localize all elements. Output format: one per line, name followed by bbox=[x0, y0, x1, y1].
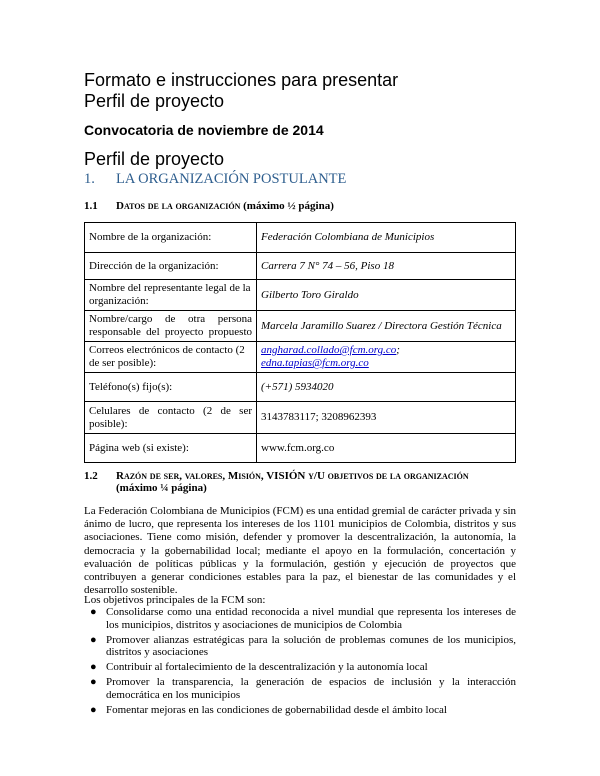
table-row bbox=[85, 223, 516, 253]
objectives-list bbox=[84, 606, 516, 718]
objective-text: Contribuir al fortalecimiento de la descentralización y la autonomía local bbox=[106, 661, 428, 674]
list-item bbox=[84, 704, 516, 717]
objective-text: Consolidarse como una entidad reconocida a nivel mundial que representa los intereses de los municipios, distritos y asociaciones de municipios de Colombia bbox=[106, 606, 516, 631]
heading-1-1-note: (máximo ½ página) bbox=[243, 200, 334, 212]
row-label: Teléfono(s) fijo(s): bbox=[85, 373, 257, 402]
table-row bbox=[85, 342, 516, 373]
row-label: Correos electrónicos de contacto (2 de ser posible): bbox=[85, 342, 257, 373]
row-label: Nombre/cargo de otra persona responsable del proyecto propuesto bbox=[85, 311, 257, 342]
table-row bbox=[85, 373, 516, 402]
row-value: (+571) 5934020 bbox=[257, 373, 516, 402]
row-value: Federación Colombiana de Municipios bbox=[257, 223, 516, 253]
heading-1-1-title: Datos de la organización bbox=[116, 200, 241, 212]
row-label: Nombre de la organización: bbox=[85, 223, 257, 253]
objective-text: Promover la transparencia, la generación de espacios de inclusión y la interacción democrática en los municipios bbox=[106, 675, 516, 701]
organization-description-paragraph: La Federación Colombiana de Municipios (FCM) es una entidad gremial de carácter privada y sin ánimo de lucro, que representa los intereses de los 1101 municipios de Colombia, distritos y sus asociaciones. Tiene como misión, defender y promover la descentralización, la autonomía, la democracia y la gobernabilidad local; mediante el apoyo en la formulación, concertación y evaluación de políticas públicas y la formulación, gestión y ejecución de proyectos que contribuyen a generar condiciones estables para la paz, el bienestar de las comunidades y el desarrollo sostenible. bbox=[84, 505, 516, 597]
heading-1-title: LA ORGANIZACIÓN POSTULANTE bbox=[116, 171, 347, 187]
list-item bbox=[84, 606, 516, 632]
email-separator: ; bbox=[396, 344, 400, 356]
heading-1-2-number: 1.2 bbox=[84, 470, 98, 482]
section-heading: Perfil de proyecto bbox=[84, 149, 225, 169]
bullet-icon: ● bbox=[90, 661, 97, 674]
table-row bbox=[85, 434, 516, 463]
row-value: Carrera 7 N° 74 – 56, Piso 18 bbox=[257, 253, 516, 280]
objectives-intro: Los objetivos principales de la FCM son: bbox=[84, 594, 266, 606]
row-label: Página web (si existe): bbox=[85, 434, 257, 463]
bullet-icon: ● bbox=[90, 606, 97, 618]
bullet-icon: ● bbox=[90, 703, 97, 716]
table-row bbox=[85, 253, 516, 280]
document-title-line-1: Formato e instrucciones para presentar bbox=[84, 70, 399, 90]
heading-1-2-note: (máximo ¼ página) bbox=[116, 482, 207, 494]
objective-text: Promover alianzas estratégicas para la solución de problemas comunes de los municipios, distritos y asociaciones bbox=[106, 633, 516, 659]
heading-1-number: 1. bbox=[84, 171, 95, 187]
row-value bbox=[257, 342, 516, 373]
bullet-icon: ● bbox=[90, 675, 97, 688]
heading-1-1-number: 1.1 bbox=[84, 200, 98, 212]
row-value: 3143783117; 3208962393 bbox=[257, 402, 516, 434]
list-item bbox=[84, 634, 516, 660]
row-value: Gilberto Toro Giraldo bbox=[257, 280, 516, 311]
email-link-2[interactable]: edna.tapias@fcm.org.co bbox=[261, 357, 369, 369]
objective-text: Fomentar mejoras en las condiciones de gobernabilidad desde el ámbito local bbox=[106, 703, 447, 716]
list-item bbox=[84, 676, 516, 702]
row-label: Nombre del representante legal de la organización: bbox=[85, 280, 257, 311]
heading-1-2-title: Razón de ser, valores, Misión, VISIÓN y/U objetivos de la organización bbox=[116, 470, 469, 482]
organization-data-table bbox=[84, 222, 516, 463]
row-label: Dirección de la organización: bbox=[85, 253, 257, 280]
table-row bbox=[85, 311, 516, 342]
table-row bbox=[85, 280, 516, 311]
row-value: www.fcm.org.co bbox=[257, 434, 516, 463]
document-subtitle: Convocatoria de noviembre de 2014 bbox=[84, 122, 324, 138]
table-row bbox=[85, 402, 516, 434]
list-item bbox=[84, 661, 516, 674]
row-label: Celulares de contacto (2 de ser posible): bbox=[85, 402, 257, 434]
document-title-line-2: Perfil de proyecto bbox=[84, 91, 225, 111]
heading-1-1 bbox=[84, 200, 334, 212]
email-link-1[interactable]: angharad.collado@fcm.org.co bbox=[261, 344, 397, 356]
bullet-icon: ● bbox=[90, 633, 97, 646]
heading-1-2 bbox=[84, 470, 516, 494]
row-value: Marcela Jaramillo Suarez / Directora Gestión Técnica bbox=[257, 311, 516, 342]
heading-1 bbox=[84, 171, 346, 188]
document-title bbox=[84, 70, 524, 112]
